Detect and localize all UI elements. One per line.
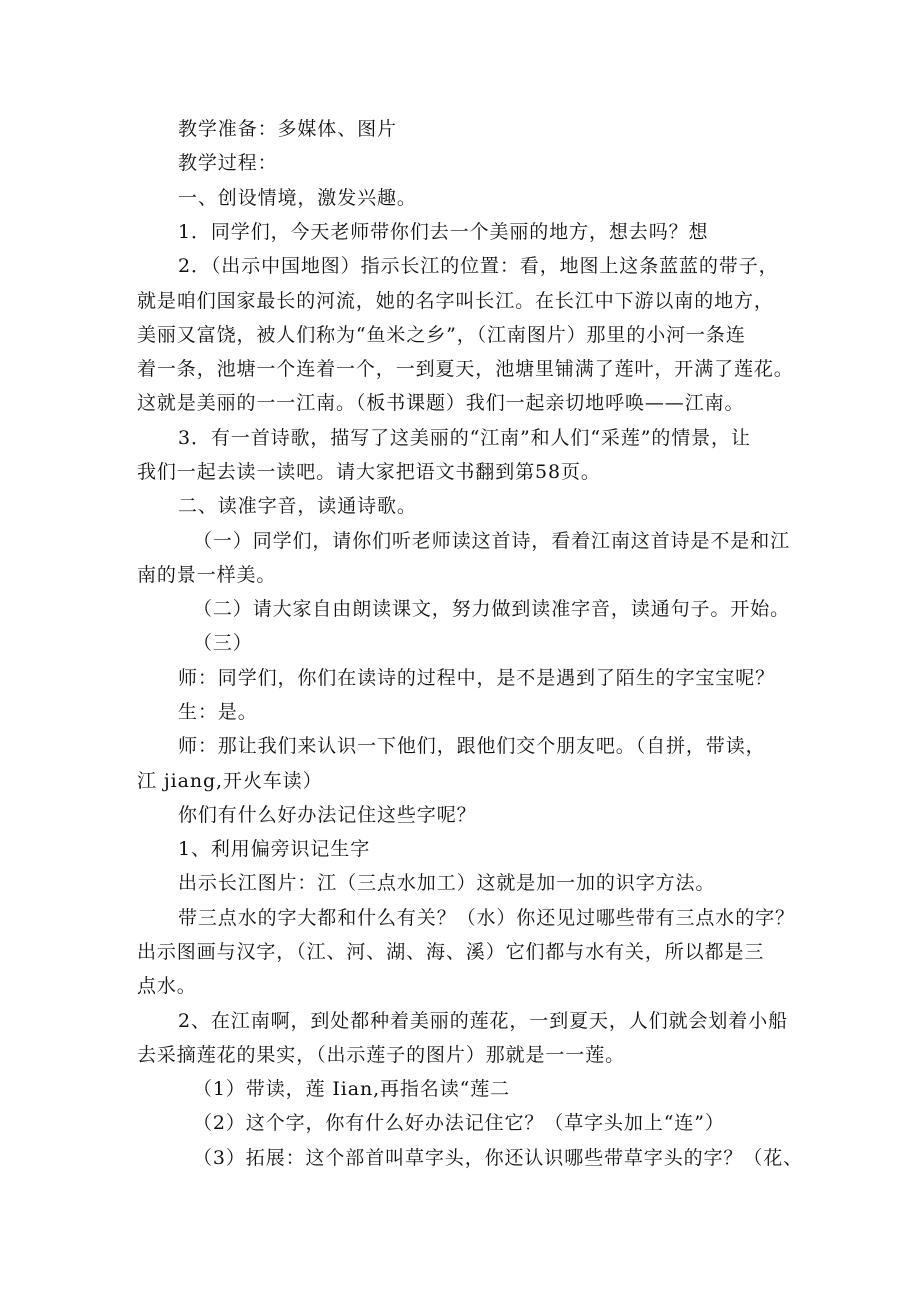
paragraph-line: 带三点水的字大都和什么有关？（水）你还见过哪些带有三点水的字？ [178, 907, 795, 929]
list-item: （3）拓展：这个部首叫草字头，你还认识哪些带草字头的字？（花、 [193, 1147, 803, 1169]
dialogue-line: 师：那让我们来认识一下他们，跟他们交个朋友吧。（自拼，带读， [178, 735, 766, 757]
paragraph-line: 出示图画与汉字，（江、河、湖、海、溪）它们都与水有关，所以都是三 [137, 941, 765, 963]
subsection-heading: 1、利用偏旁识记生字 [178, 838, 371, 860]
paragraph-line: 2．（出示中国地图）指示长江的位置：看，地图上这条蓝蓝的带子， [178, 255, 779, 277]
paragraph-line: （一）同学们，请你们听老师读这首诗，看着江南这首诗是不是和江 [193, 530, 791, 552]
dialogue-line: 师：同学们，你们在读诗的过程中，是不是遇到了陌生的字宝宝呢？ [178, 667, 776, 689]
paragraph-line: 出示长江图片：江（三点水加工）这就是加一加的识字方法。 [178, 872, 716, 894]
paragraph-line: 就是咱们国家最长的河流，她的名字叫长江。在长江中下游以南的地方， [137, 290, 774, 312]
paragraph-line: 着一条，池塘一个连着一个，一到夏天，池塘里铺满了莲叶，开满了莲花。 [137, 358, 794, 380]
process-heading: 教学过程： [178, 152, 278, 174]
paragraph-line: （二）请大家自由朗读课文，努力做到读准字音，读通句子。开始。 [193, 598, 791, 620]
paragraph-line: （三） [193, 632, 253, 654]
paragraph-line: 去采摘莲花的果实，（出示莲子的图片）那就是一一莲。 [137, 1044, 626, 1066]
list-item: （2）这个字，你有什么好办法记住它？（草字头加上“连”） [193, 1112, 725, 1134]
paragraph-line: 1．同学们，今天老师带你们去一个美丽的地方，想去吗？想 [178, 221, 709, 243]
paragraph-line: 你们有什么好办法记住这些字呢？ [178, 804, 477, 826]
list-item: （1）带读，莲 Iian,再指名读“莲二 [193, 1078, 511, 1100]
dialogue-line: 生：是。 [178, 701, 258, 723]
paragraph-line: 这就是美丽的一一江南。（板书课题）我们一起亲切地呼唤——江南。 [137, 392, 745, 414]
section-one-heading: 一、创设情境，激发兴趣。 [178, 187, 417, 209]
section-two-heading: 二、读准字音，读通诗歌。 [178, 495, 417, 517]
paragraph-line: 南的景一样美。 [137, 564, 277, 586]
dialogue-line: 江 jiang,开火车读） [137, 770, 323, 792]
paragraph-line: 2、在江南啊，到处都种着美丽的莲花，一到夏天，人们就会划着小船 [178, 1010, 788, 1032]
prep-line: 教学准备：多媒体、图片 [178, 118, 397, 140]
paragraph-line: 点水。 [137, 975, 197, 997]
paragraph-line: 3．有一首诗歌，描写了这美丽的“江南”和人们“采莲”的情景，让 [178, 427, 751, 449]
paragraph-line: 我们一起去读一读吧。请大家把语文书翻到第58页。 [137, 461, 601, 483]
paragraph-line: 美丽又富饶，被人们称为“鱼米之乡”，（江南图片）那里的小河一条连 [137, 324, 746, 346]
